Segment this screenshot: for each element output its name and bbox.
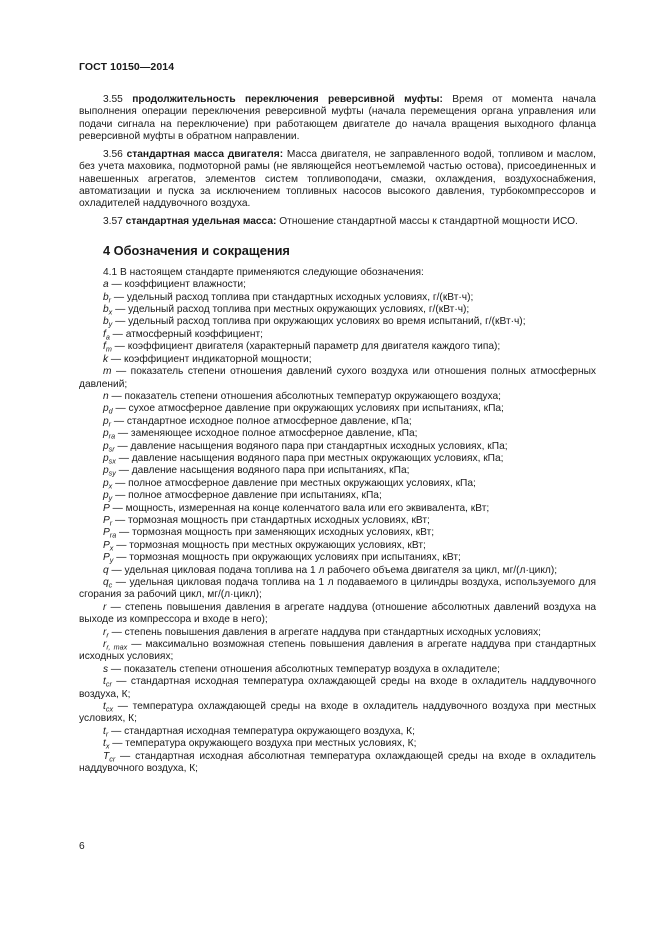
symbol: p <box>103 440 109 452</box>
symbol-definition <box>79 701 596 726</box>
symbol-subscript: r <box>105 729 109 739</box>
symbol-description: — мощность, измеренная на конце коленчатого вала или его эквивалента, кВт; <box>109 502 490 514</box>
symbol-definition <box>79 304 596 316</box>
symbol-description: — удельная цикловая подача топлива на 1 л подаваемого в цилиндры воздуха, используемого для сгорания за рабочий цикл, мг/(л·цикл); <box>79 577 596 601</box>
symbol-definition <box>79 552 596 564</box>
symbol-definition <box>79 515 596 527</box>
symbol: P <box>103 552 110 564</box>
symbol-list <box>79 279 596 775</box>
symbol-definition <box>79 577 596 602</box>
symbol-description: — стандартная исходная температура охлаждающей среды на входе в охладитель наддувочного воздуха, К; <box>79 676 596 700</box>
symbol-description: — максимально возможная степень повышения давления в агрегате наддува при стандартных исходных условиях; <box>79 639 596 663</box>
clause-text: Отношение стандартной массы к стандартной мощности ИСО. <box>276 216 578 228</box>
symbol-description: — степень повышения давления в агрегате наддува при стандартных исходных условиях; <box>108 626 541 638</box>
symbol: p <box>103 477 109 489</box>
clause-text: Время от момента начала выполнения операции переключения реверсивной муфты (начала перемещения органа управления или подачи сигнала на переключение) при работающем двигателе до начала вращения выходного фланца реверсивной муфты в обратном направлении. <box>79 94 596 143</box>
symbol: k <box>103 353 109 365</box>
symbol-description: — показатель степени отношения абсолютных температур воздуха в охладителе; <box>108 663 500 675</box>
symbol-description: — показатель степени отношения давлений сухого воздуха или отношения полных атмосферных давлений; <box>79 366 596 390</box>
symbol: q <box>103 564 109 576</box>
symbol-definition <box>79 527 596 539</box>
symbol-description: — удельный расход топлива при стандартных исходных условиях, г/(кВт·ч); <box>111 291 474 303</box>
symbol-description: — коэффициент двигателя (характерный параметр для двигателя каждого типа); <box>111 341 501 353</box>
symbol: t <box>103 738 106 750</box>
symbol-subscript: x <box>109 543 114 553</box>
symbol-description: — давление насыщения водяного пара при испытаниях, кПа; <box>115 465 410 477</box>
symbol-definition <box>79 428 596 440</box>
clause-number: 3.57 <box>103 216 123 228</box>
clause-number: 3.55 <box>103 94 123 105</box>
symbol-subscript: r <box>109 518 113 528</box>
symbol: a <box>103 279 109 291</box>
symbol-description: — полное атмосферное давление при испытаниях, кПа; <box>112 490 382 502</box>
symbol: n <box>103 390 109 402</box>
symbol-description: — удельный расход топлива при местных окружающих условиях, г/(кВт·ч); <box>112 304 470 316</box>
symbol-description: — стандартная исходная температура окружающего воздуха, К; <box>108 725 415 737</box>
symbol: b <box>103 291 109 303</box>
symbol: s <box>103 663 109 675</box>
clause-3-55 <box>79 94 596 144</box>
symbol-definition <box>79 465 596 477</box>
symbol: t <box>103 725 106 737</box>
symbol-description: — атмосферный коэффициент; <box>109 328 263 340</box>
symbol: p <box>103 490 109 502</box>
symbol-description: — удельный расход топлива при окружающих условиях во время испытаний, г/(кВт·ч); <box>112 316 526 328</box>
symbol-subscript: cr <box>105 679 112 689</box>
symbol-definition <box>79 726 596 738</box>
symbol-description: — степень повышения давления в агрегате наддува (отношение абсолютных давлений воздуха на выходе из компрессора и входе в него); <box>79 601 596 626</box>
symbol-definition <box>79 341 596 353</box>
symbol-description: — стандартная исходная абсолютная температура охлаждающей среды на входе в охладитель наддувочного воздуха, К; <box>79 750 596 775</box>
symbol: q <box>103 577 109 588</box>
page-body <box>79 94 596 776</box>
symbol-definition <box>79 292 596 304</box>
symbol-subscript: cx <box>105 704 114 714</box>
symbol-description: — давление насыщения водяного пара при местных окружающих условиях, кПа; <box>115 452 504 464</box>
symbol: r <box>103 626 107 638</box>
symbol-definition <box>79 627 596 639</box>
symbol: r <box>103 601 107 613</box>
symbol-description: — тормозная мощность при стандартных исходных условиях, кВт; <box>112 514 430 526</box>
symbol-subscript: r <box>108 295 112 305</box>
symbol-description: — тормозная мощность при заменяющих исходных условиях, кВт; <box>116 527 435 539</box>
symbol-subscript: sx <box>108 456 116 466</box>
symbol-definition <box>79 329 596 341</box>
symbol-definition <box>79 751 596 776</box>
symbol-subscript: d <box>108 406 113 416</box>
symbol-subscript: r <box>108 419 112 429</box>
symbol-definition <box>79 279 596 291</box>
symbol-definition <box>79 639 596 664</box>
clause-3-57 <box>79 216 596 228</box>
symbol-subscript: x <box>108 307 113 317</box>
symbol: f <box>103 328 106 340</box>
symbol: f <box>103 341 106 353</box>
symbol-description: — полное атмосферное давление при местных окружающих условиях, кПа; <box>112 477 476 489</box>
symbol: P <box>103 539 110 551</box>
symbol-description: — показатель степени отношения абсолютных температур окружающего воздуха; <box>108 390 501 402</box>
symbol: p <box>103 428 109 440</box>
symbol: p <box>103 403 109 415</box>
symbol: b <box>103 304 109 316</box>
symbol: P <box>103 514 110 526</box>
symbol-definition <box>79 354 596 366</box>
symbol-definition <box>79 453 596 465</box>
clause-3-56 <box>79 149 596 211</box>
symbol: m <box>103 366 112 378</box>
symbol-definition <box>79 540 596 552</box>
clause-term: стандартная масса двигателя: <box>126 148 284 160</box>
symbol-definition <box>79 565 596 577</box>
symbol-subscript: cr <box>109 754 116 764</box>
symbol-subscript: sr <box>108 444 115 454</box>
clause-number: 3.56 <box>103 148 123 160</box>
section-title: 4 Обозначения и сокращения <box>103 243 290 259</box>
section-intro: 4.1 В настоящем стандарте применяются следующие обозначения: <box>103 266 424 278</box>
symbol: r <box>103 639 107 651</box>
symbol-subscript: sy <box>108 468 116 478</box>
symbol-description: — тормозная мощность при окружающих условиях при испытаниях, кВт; <box>113 552 461 564</box>
symbol-subscript: y <box>108 319 113 329</box>
page-number: 6 <box>79 841 85 852</box>
symbol-subscript: a <box>105 332 110 342</box>
clause-term: стандартная удельная масса: <box>125 216 277 228</box>
symbol: p <box>103 452 109 464</box>
symbol-definition <box>79 441 596 453</box>
symbol-description: — давление насыщения водяного пара при стандартных исходных условиях, кПа; <box>114 440 508 452</box>
symbol: p <box>103 415 109 427</box>
symbol: P <box>103 527 110 539</box>
symbol-definition <box>79 403 596 415</box>
symbol-description: — тормозная мощность при местных окружающих условиях, кВт; <box>113 539 426 551</box>
symbol: p <box>103 465 109 477</box>
symbol-description: — стандартное исходное полное атмосферное давление, кПа; <box>111 415 412 427</box>
symbol-description: — коэффициент влажности; <box>108 279 246 291</box>
symbol-definition <box>79 366 596 391</box>
symbol-definition <box>79 490 596 502</box>
symbol-definition <box>79 416 596 428</box>
symbol-definition <box>79 316 596 328</box>
symbol-description: — температура окружающего воздуха при местных условиях, К; <box>109 738 417 750</box>
document-header: ГОСТ 10150—2014 <box>79 61 175 73</box>
symbol-subscript: m <box>105 344 112 354</box>
symbol-definition <box>79 602 596 627</box>
symbol-subscript: x <box>108 481 113 491</box>
symbol-subscript: c <box>108 580 113 590</box>
symbol-description: — коэффициент индикаторной мощности; <box>108 353 312 365</box>
clause-term: продолжительность переключения реверсивной муфты: <box>132 94 443 105</box>
symbol-subscript: r <box>106 630 109 640</box>
symbol: P <box>103 502 110 514</box>
symbol: t <box>103 701 106 713</box>
symbol-definition <box>79 503 596 515</box>
symbol-description: — удельная цикловая подача топлива на 1 л рабочего объема двигателя за цикл, мг/(л·цикл); <box>108 564 558 576</box>
symbol: b <box>103 316 109 328</box>
symbol-definition <box>79 478 596 490</box>
symbol-definition <box>79 676 596 701</box>
clause-text: Масса двигателя, не заправленного водой, топливом и маслом, без учета маховика, подмоторной рамы (не являющейся неотъемлемой частью остова), присоединенных и навешенных агрегатов, элементов систем топливоподачи, смазки, охлаждения, воздухоснабжения, автоматизации и пуска за исключением топливных насосов высокого давления, турбокомпрессоров и охладителей наддувочного воздуха. <box>79 148 596 210</box>
symbol-subscript: ra <box>108 431 116 441</box>
symbol: T <box>103 750 110 762</box>
symbol-subscript: x <box>105 741 110 751</box>
symbol-definition <box>79 738 596 750</box>
symbol-subscript: ra <box>109 530 117 540</box>
symbol-description: — заменяющее исходное полное атмосферное давление, кПа; <box>115 428 418 440</box>
symbol-description: — температура охлаждающей среды на входе в охладитель наддувочного воздуха при местных условиях, К; <box>79 701 596 725</box>
symbol-definition <box>79 391 596 403</box>
symbol-subscript: y <box>108 493 113 503</box>
symbol-subscript: y <box>109 555 114 565</box>
symbol: t <box>103 676 106 688</box>
symbol-definition <box>79 664 596 676</box>
symbol-subscript: r, max <box>106 642 128 652</box>
symbol-description: — сухое атмосферное давление при окружающих условиях при испытаниях, кПа; <box>112 403 504 415</box>
